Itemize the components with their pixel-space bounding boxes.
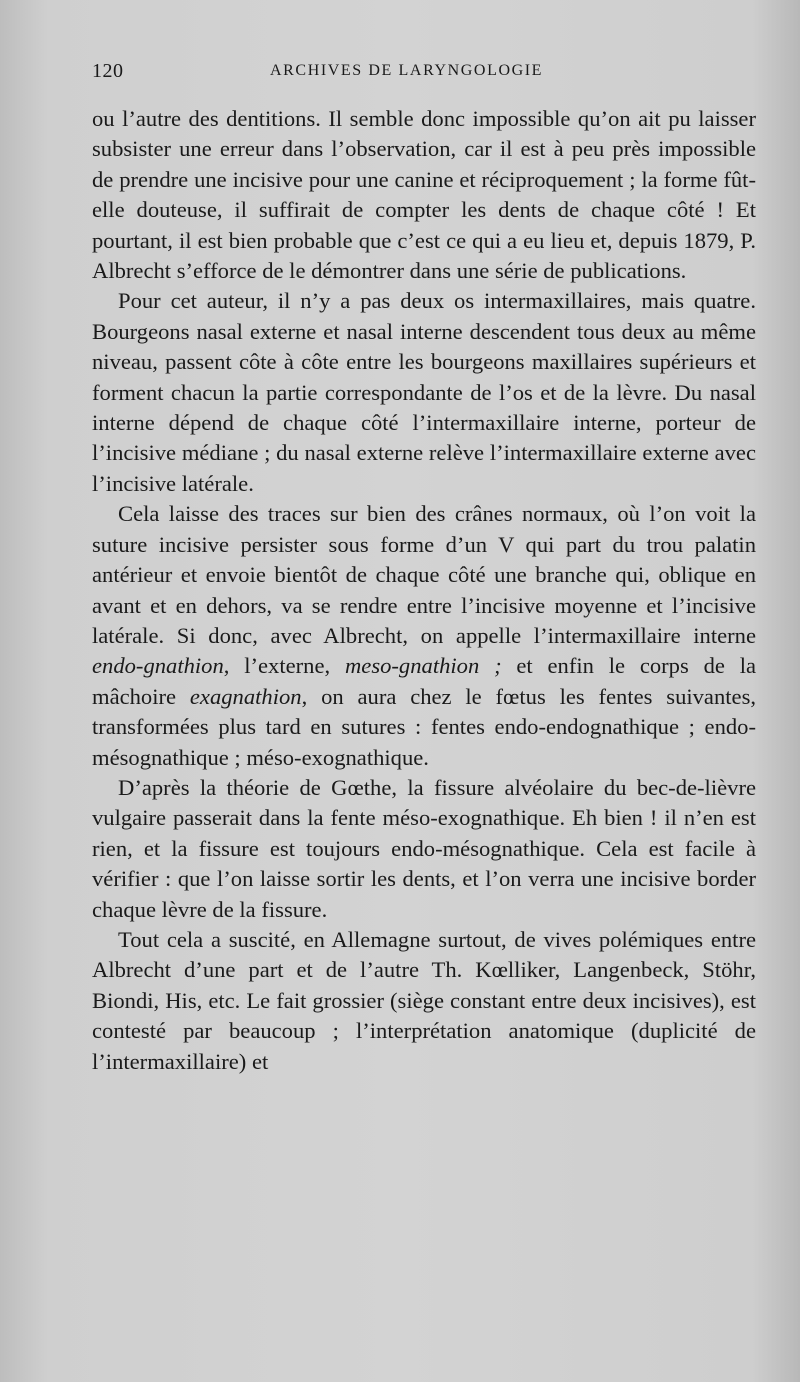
running-title: ARCHIVES DE LARYNGOLOGIE — [270, 62, 544, 79]
page-number: 120 — [92, 60, 124, 82]
term-endo-gnathion: endo-gnathion — [92, 653, 224, 679]
paragraph-3-part-1: Cela laisse des traces sur bien des crânes normaux, où l’on voit la suture incisive persister sous forme d’un V qui part du trou palatin antérieur et envoie bientôt de chaque côté une branche qui, oblique en avant et en dehors, va se rendre entre l’incisive moyenne et l’incisive latérale. Si donc, avec Albrecht, on appelle l’intermaxillaire interne — [92, 501, 756, 648]
page-header — [92, 60, 752, 90]
paragraph-3 — [92, 499, 756, 773]
paragraph-3-part-3: et enfin le corps de la mâchoire — [92, 653, 757, 709]
paragraph-1: ou l’autre des dentitions. Il semble donc impossible qu’on ait pu laisser subsister une erreur dans l’observation, car il est à peu près impossible de prendre une incisive pour une canine et réciproquement ; la forme fût-elle douteuse, il suffirait de compter les dents de chaque côté ! Et pourtant, il est bien probable que c’est ce qui a eu lieu et, depuis 1879, P. Albrecht s’efforce de le démontrer dans une série de publications. — [92, 106, 756, 284]
term-meso-gnathion: meso-gnathion ; — [344, 653, 502, 679]
paragraph-4: D’après la théorie de Gœthe, la fissure alvéolaire du bec-de-lièvre vulgaire passerait dans la fente méso-exognathique. Eh bien ! il n’en est rien, et la fissure est toujours endo-mésognathique. Cela est facile à vérifier : que l’on laisse sortir les dents, et l’on verra une incisive border chaque lèvre de la fissure. — [92, 774, 756, 922]
body-text — [92, 104, 756, 1077]
paragraph-5: Tout cela a suscité, en Allemagne surtout, de vives polémiques entre Albrecht d’une part et de l’autre Th. Kœlliker, Langenbeck, Stöhr, Biondi, His, etc. Le fait grossier (siège constant entre deux incisives), est contesté par beaucoup ; l’interprétation anatomique (duplicité de l’intermaxillaire) et — [92, 926, 756, 1074]
paragraph-3-part-2: , l’externe, — [223, 653, 345, 679]
paragraph-3-part-4: , on aura chez le fœtus les fentes suivantes, transformées plus tard en sutures : fentes endo-endognathique ; endo-mésognathique ; méso-exognathique. — [92, 683, 757, 770]
term-exagnathion: exagnathion — [189, 683, 302, 709]
paragraph-2: Pour cet auteur, il n’y a pas deux os intermaxillaires, mais quatre. Bourgeons nasal externe et nasal interne descendent tous deux au même niveau, passent côte à côte entre les bourgeons maxillaires supérieurs et forment chacun la partie correspondante de l’os et de la lèvre. Du nasal interne dépend de chaque côté l’intermaxillaire interne, porteur de l’incisive médiane ; du nasal externe relève l’intermaxillaire externe avec l’incisive latérale. — [92, 288, 756, 496]
